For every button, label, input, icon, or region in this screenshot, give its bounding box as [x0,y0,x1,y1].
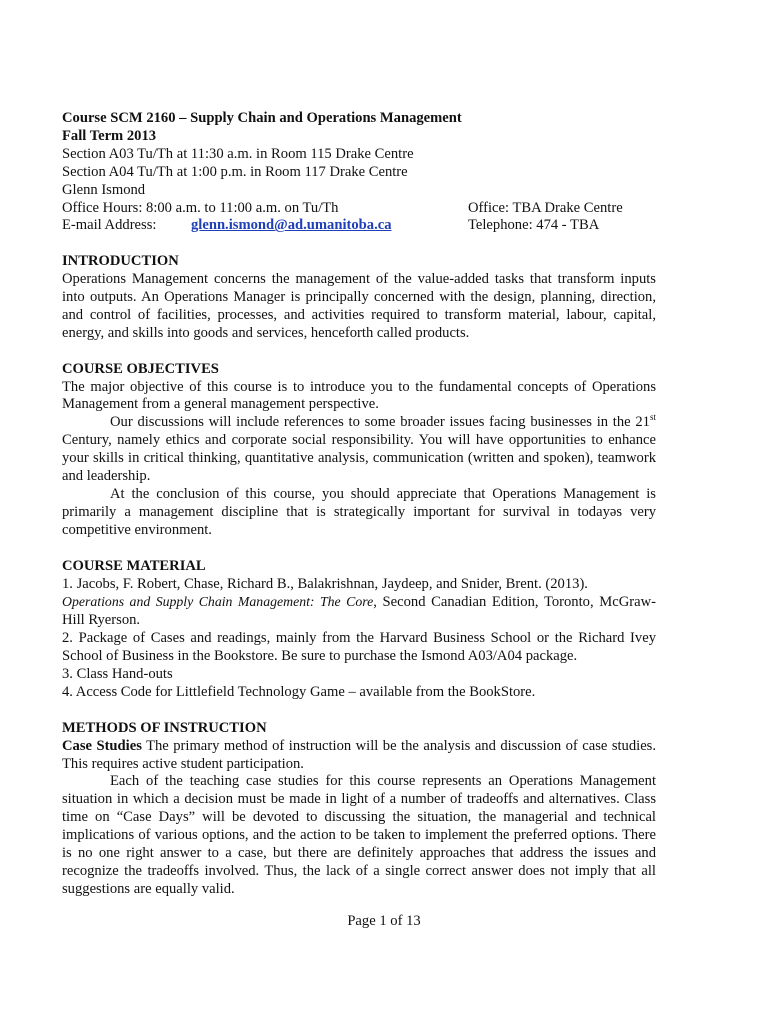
textbook-publisher: , Second Canadian Edition, Toronto, McGraw-Hill Ryerson. [62,594,656,629]
case-studies-p1 [62,738,656,774]
material-item-2: 2. Package of Cases and readings, mainly from the Harvard Business School or the Richard Ivey School of Business in the Bookstore. Be sure to purchase the Ismond A03/A04 package. [62,630,656,665]
instruction-heading: METHODS OF INSTRUCTION [62,719,267,736]
material-item-1: 1. Jacobs, F. Robert, Chase, Richard B., Balakrishnan, Jaydeep, and Snider, Brent. (2013). [62,575,588,592]
section-a03: Section A03 Tu/Th at 11:30 a.m. in Room 115 Drake Centre [62,145,414,162]
objectives-p2-b: Century, namely ethics and corporate social responsibility. You will have opportunities to enhance your skills in critical thinking, quantitative analysis, communication (written and spoken), teamwork and leadership. [62,432,656,485]
page-number: Page 1 of 13 [347,913,421,929]
document-page [62,110,656,899]
material-item-1-title [62,593,656,630]
textbook-title: Operations and Supply Chain Management: The Core [62,594,374,610]
objectives-p3: At the conclusion of this course, you should appreciate that Operations Management is primarily a management discipline that is strategically important for survival in todayəs very competitive environment. [62,486,656,538]
case-studies-p2: Each of the teaching case studies for this course represents an Operations Management situation in which a decision must be made in light of a number of tradeoffs and alternatives. Class time on “Case Days” will be devoted to discussing the situation, the managerial and technical implications of various options, and the action to be taken to implement the preferred options. There is no one right answer to a case, but there are definitely approaches that address the issues and recognize the tradeoffs involved. Thus, the lack of a single correct answer does not imply that all suggestions are equally valid. [62,773,656,897]
office-row [62,200,656,218]
introduction-body: Operations Management concerns the management of the value-added tasks that transform inputs into outputs. An Operations Manager is principally concerned with the design, planning, direction, and control of facilities, processes, and activities required to transform material, labour, capital, energy, and skills into goods and services, henceforth called products. [62,271,656,341]
case-studies-text: The primary method of instruction will be the analysis and discussion of case studies. This requires active student participation. [62,737,657,772]
term: Fall Term 2013 [62,127,157,144]
office-location: Office: TBA Drake Centre [468,199,623,216]
objectives-heading: COURSE OBJECTIVES [62,360,219,377]
introduction-heading: INTRODUCTION [62,253,179,270]
material-heading: COURSE MATERIAL [62,557,206,574]
objectives-p2-sup: st [649,412,656,423]
email-link[interactable]: glenn.ismond@ad.umanitoba.ca [191,217,392,234]
material-item-3: 3. Class Hand-outs [62,666,173,683]
objectives-p2-a: Our discussions will include references to some broader issues facing businesses in the 21 [110,414,650,431]
email-label: E-mail Address: [62,217,157,234]
course-title: Course SCM 2160 – Supply Chain and Operations Management [62,110,462,126]
objectives-p2 [62,414,656,486]
contact-row [62,217,656,235]
case-studies-label: Case Studies [62,737,142,754]
office-hours: Office Hours: 8:00 a.m. to 11:00 a.m. on Tu/Th [62,199,339,216]
email-block [62,217,468,235]
section-a04: Section A04 Tu/Th at 1:00 p.m. in Room 117 Drake Centre [62,163,408,180]
material-item-4: 4. Access Code for Littlefield Technology Game – available from the BookStore. [62,683,536,700]
telephone: Telephone: 474 - TBA [468,217,600,234]
instructor-name: Glenn Ismond [62,181,146,198]
objectives-p1: The major objective of this course is to introduce you to the fundamental concepts of Operations Management from a general management perspective. [62,378,656,413]
